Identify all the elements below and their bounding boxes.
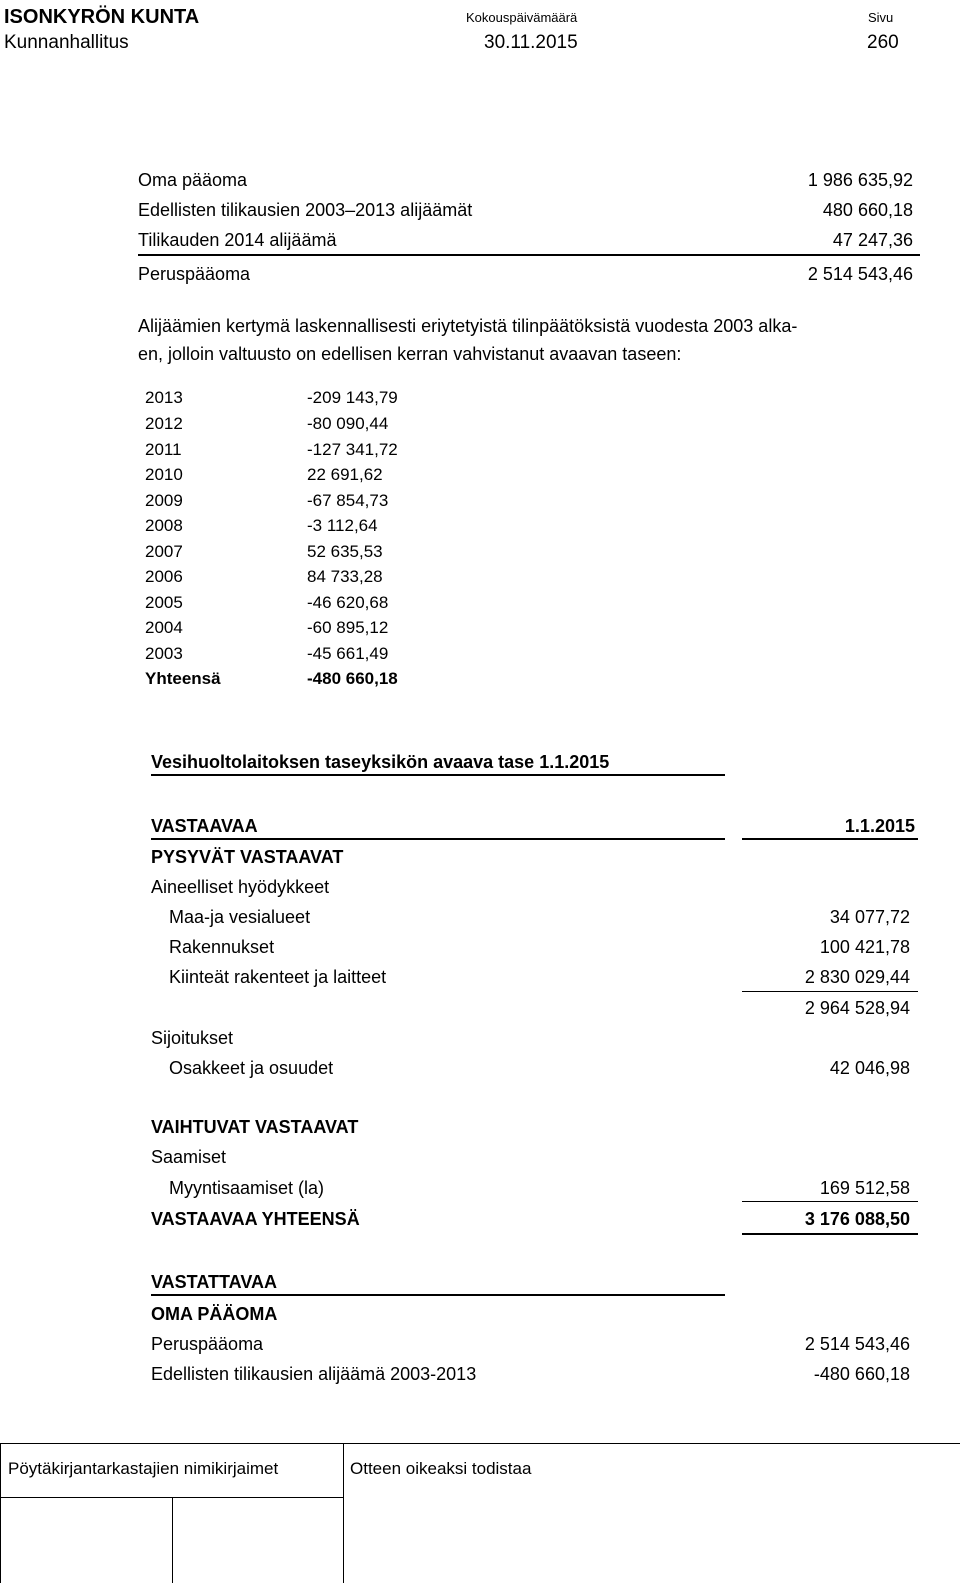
- equity-header: OMA PÄÄOMA: [151, 1304, 278, 1324]
- deficit-value: 52 635,53: [307, 542, 383, 561]
- liabilities-header: VASTATTAVAA: [151, 1272, 277, 1292]
- table-left-border: [0, 1443, 1, 1583]
- deficit-total-label: Yhteensä: [145, 669, 221, 688]
- structures-label: Kiinteät rakenteet ja laitteet: [169, 967, 387, 987]
- deficit-year: 2010: [145, 465, 183, 484]
- paragraph-line-1: Alijäämien kertymä laskennallisesti eriytetyistä tilinpäätöksistä vuodesta 2003 alka-: [138, 316, 798, 336]
- shares-label: Osakkeet ja osuudet: [169, 1058, 334, 1078]
- deficit-year: 2003: [145, 644, 183, 663]
- deficit-value: 84 733,28: [307, 567, 383, 586]
- date-column-underline: [742, 838, 918, 840]
- deficit-year: 2007: [145, 542, 183, 561]
- page-label: Sivu: [868, 10, 894, 25]
- table-inner-border: [172, 1497, 173, 1583]
- summary-label: Edellisten tilikausien 2003–2013 alijäämät: [138, 200, 473, 220]
- body-name: Kunnanhallitus: [4, 32, 129, 53]
- certified-label: Otteen oikeaksi todistaa: [350, 1459, 532, 1478]
- deficit-year: 2008: [145, 516, 183, 535]
- summary-value: 47 247,36: [832, 230, 913, 250]
- deficit-value: -80 090,44: [307, 414, 389, 433]
- tangible-subtotal-line: [742, 991, 918, 992]
- assets-total-value: 3 176 088,50: [804, 1209, 910, 1229]
- deficit-value: -3 112,64: [307, 516, 378, 535]
- prior-deficit-label: Edellisten tilikausien alijäämä 2003-2013: [151, 1364, 477, 1384]
- table-top-border: [0, 1443, 960, 1444]
- deficit-year: 2011: [145, 440, 182, 459]
- assets-total-underline: [742, 1233, 918, 1235]
- current-assets-header: VAIHTUVAT VASTAAVAT: [151, 1117, 359, 1137]
- deficit-value: -46 620,68: [307, 593, 389, 612]
- fixed-assets-header: PYSYVÄT VASTAAVAT: [151, 847, 344, 867]
- summary-value: 480 660,18: [822, 200, 913, 220]
- date-column-header: 1.1.2015: [844, 816, 915, 836]
- tangible-assets-label: Aineelliset hyödykkeet: [151, 877, 330, 897]
- deficit-value: -45 661,49: [307, 644, 389, 663]
- land-value: 34 077,72: [829, 907, 910, 927]
- meeting-date-label: Kokouspäivämäärä: [466, 10, 578, 25]
- deficit-value: -127 341,72: [307, 440, 398, 459]
- deficit-year: 2006: [145, 567, 183, 586]
- assets-total-label: VASTAAVAA YHTEENSÄ: [151, 1209, 360, 1229]
- sales-receivables-label: Myyntisaamiset (la): [169, 1178, 325, 1198]
- deficit-year: 2005: [145, 593, 183, 612]
- assets-header: VASTAAVAA: [151, 816, 258, 836]
- summary-label: Tilikauden 2014 alijäämä: [138, 230, 337, 250]
- receivables-label: Saamiset: [151, 1147, 227, 1167]
- deficit-value: -67 854,73: [307, 491, 389, 510]
- title-underline: [151, 774, 725, 776]
- deficit-year: 2009: [145, 491, 183, 510]
- page-number: 260: [867, 32, 899, 53]
- summary-divider: [138, 254, 920, 256]
- deficit-total-value: -480 660,18: [307, 669, 398, 688]
- buildings-label: Rakennukset: [169, 937, 275, 957]
- summary-label: Oma pääoma: [138, 170, 248, 190]
- buildings-value: 100 421,78: [819, 937, 910, 957]
- assets-total-line: [742, 1201, 918, 1202]
- table-row-divider: [0, 1497, 343, 1498]
- paragraph-line-2: en, jolloin valtuusto on edellisen kerran vahvistanut avaavan taseen:: [138, 344, 682, 364]
- deficit-year: 2012: [145, 414, 183, 433]
- deficit-value: 22 691,62: [307, 465, 383, 484]
- deficit-value: -209 143,79: [307, 388, 398, 407]
- land-label: Maa-ja vesialueet: [169, 907, 311, 927]
- shares-value: 42 046,98: [829, 1058, 910, 1078]
- base-capital-value: 2 514 543,46: [804, 1334, 910, 1354]
- deficit-value: -60 895,12: [307, 618, 389, 637]
- investments-label: Sijoitukset: [151, 1028, 234, 1048]
- sales-receivables-value: 169 512,58: [819, 1178, 910, 1198]
- base-capital-label: Peruspääoma: [151, 1334, 264, 1354]
- deficit-year: 2013: [145, 388, 183, 407]
- summary-value: 2 514 543,46: [807, 264, 913, 284]
- assets-header-underline: [151, 838, 725, 840]
- tangible-total-value: 2 964 528,94: [804, 998, 910, 1018]
- meeting-date: 30.11.2015: [484, 32, 578, 53]
- structures-value: 2 830 029,44: [804, 967, 910, 987]
- table-middle-border: [343, 1443, 344, 1583]
- organization-name: ISONKYRÖN KUNTA: [4, 6, 200, 28]
- deficit-year: 2004: [145, 618, 183, 637]
- summary-value: 1 986 635,92: [807, 170, 913, 190]
- balance-title: Vesihuoltolaitoksen taseyksikön avaava tase 1.1.2015: [151, 752, 610, 772]
- signatures-label: Pöytäkirjantarkastajien nimikirjaimet: [8, 1459, 279, 1478]
- liabilities-header-underline: [151, 1294, 725, 1296]
- prior-deficit-value: -480 660,18: [813, 1364, 910, 1384]
- summary-label: Peruspääoma: [138, 264, 251, 284]
